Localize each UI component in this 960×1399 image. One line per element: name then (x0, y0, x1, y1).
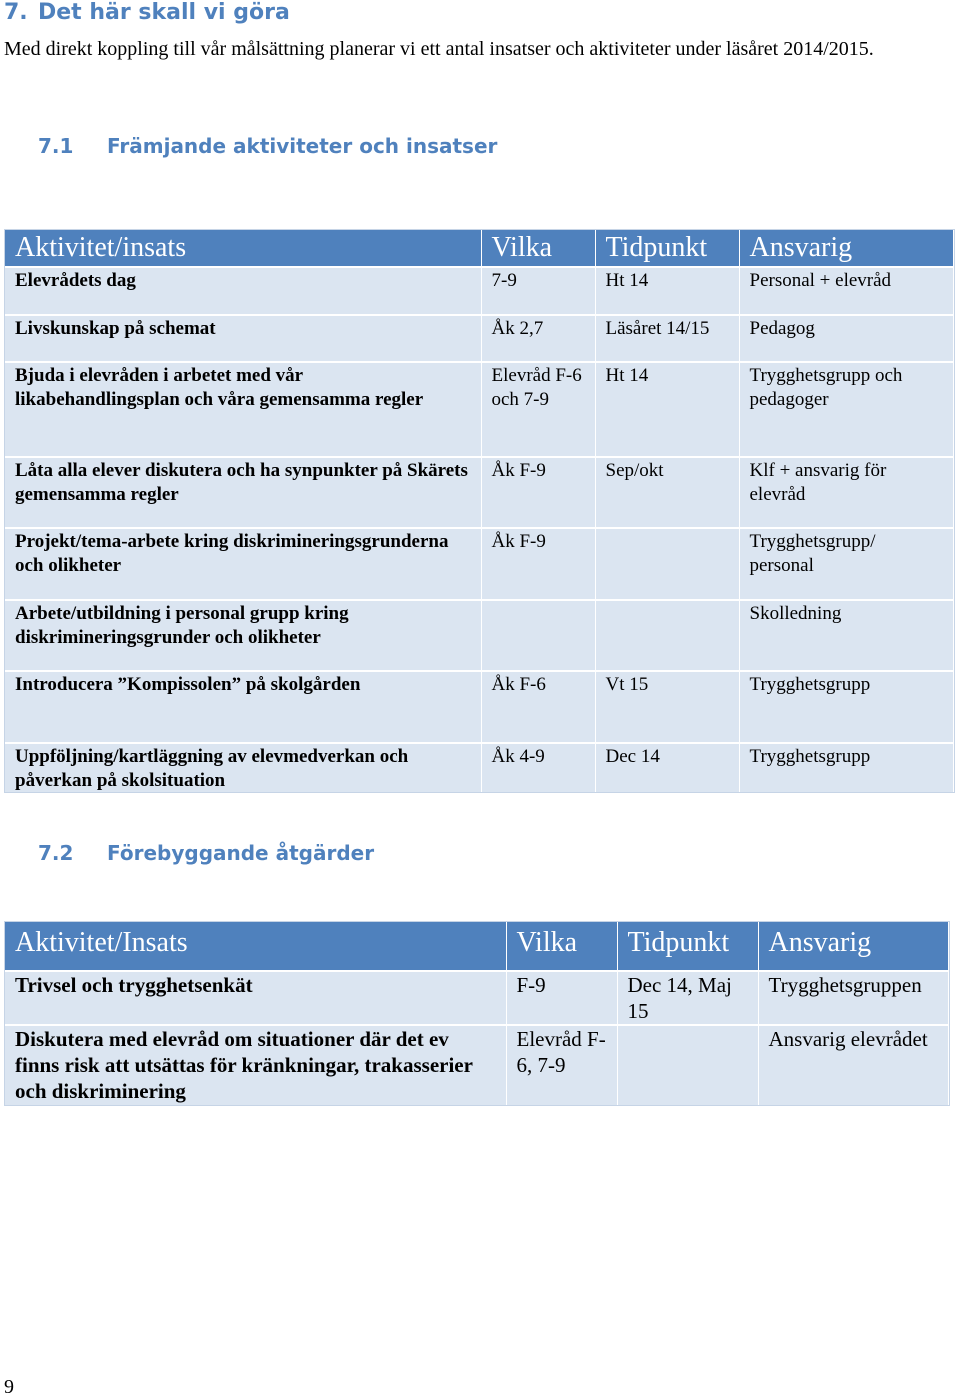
table-header-row (5, 230, 953, 267)
cell-activity: Bjuda i elevråden i arbetet med vår likabehandlingsplan och våra gemensamma regler (5, 362, 481, 457)
column-header-responsible: Ansvarig (739, 230, 953, 267)
cell-responsible: Klf + ansvarig för elevråd (739, 457, 953, 528)
subsection-number: 7.2 (38, 841, 74, 865)
cell-who: F-9 (506, 971, 617, 1025)
cell-activity: Uppföljning/kartläggning av elevmedverkan och påverkan på skolsituation (5, 743, 481, 792)
subsection-number: 7.1 (38, 134, 74, 158)
cell-activity: Låta alla elever diskutera och ha synpunkter på Skärets gemensamma regler (5, 457, 481, 528)
cell-responsible: Skolledning (739, 600, 953, 671)
cell-activity: Diskutera med elevråd om situationer där det ev finns risk att utsättas för kränkningar, trakasserier och diskriminering (5, 1025, 506, 1105)
cell-who: Åk F-6 (481, 671, 595, 743)
column-header-activity: Aktivitet/Insats (5, 922, 506, 971)
section-number: 7. (4, 0, 28, 25)
table-row (5, 457, 953, 528)
page-number: 9 (4, 1376, 14, 1398)
column-header-who: Vilka (481, 230, 595, 267)
table-row (5, 971, 948, 1025)
cell-time (595, 600, 739, 671)
table-row (5, 1025, 948, 1105)
section-intro: Med direkt koppling till vår målsättning planerar vi ett antal insatser och aktiviteter under läsåret 2014/2015. (4, 38, 874, 60)
cell-time: Ht 14 (595, 267, 739, 315)
subsection-heading-7-2 (38, 841, 374, 865)
table-row (5, 315, 953, 362)
section-heading (4, 0, 290, 25)
cell-responsible: Trygghetsgruppen (758, 971, 948, 1025)
cell-activity: Elevrådets dag (5, 267, 481, 315)
table-row (5, 600, 953, 671)
column-header-who: Vilka (506, 922, 617, 971)
cell-time: Ht 14 (595, 362, 739, 457)
table-row (5, 671, 953, 743)
cell-time: Dec 14, Maj 15 (617, 971, 758, 1025)
cell-responsible: Trygghetsgrupp (739, 671, 953, 743)
subsection-title: Främjande aktiviteter och insatser (107, 134, 498, 158)
cell-who: Åk F-9 (481, 457, 595, 528)
subsection-heading-7-1 (38, 134, 497, 158)
cell-responsible: Trygghetsgrupp/ personal (739, 528, 953, 600)
cell-who: Åk F-9 (481, 528, 595, 600)
column-header-time: Tidpunkt (595, 230, 739, 267)
cell-who: Elevråd F-6 och 7-9 (481, 362, 595, 457)
cell-who: Åk 2,7 (481, 315, 595, 362)
table-row (5, 743, 953, 792)
cell-time: Läsåret 14/15 (595, 315, 739, 362)
cell-who: Elevråd F-6, 7-9 (506, 1025, 617, 1105)
cell-time: Dec 14 (595, 743, 739, 792)
cell-who: Åk 4-9 (481, 743, 595, 792)
cell-time: Sep/okt (595, 457, 739, 528)
cell-responsible: Personal + elevråd (739, 267, 953, 315)
cell-time (617, 1025, 758, 1105)
cell-responsible: Trygghetsgrupp och pedagoger (739, 362, 953, 457)
cell-activity: Arbete/utbildning i personal grupp kring diskrimineringsgrunder och olikheter (5, 600, 481, 671)
subsection-title: Förebyggande åtgärder (107, 841, 375, 865)
cell-responsible: Ansvarig elevrådet (758, 1025, 948, 1105)
column-header-activity: Aktivitet/insats (5, 230, 481, 267)
section-title: Det här skall vi göra (38, 0, 290, 25)
cell-who (481, 600, 595, 671)
cell-activity: Trivsel och trygghetsenkät (5, 971, 506, 1025)
column-header-time: Tidpunkt (617, 922, 758, 971)
cell-responsible: Pedagog (739, 315, 953, 362)
activities-table (5, 230, 954, 792)
preventive-measures-table (5, 922, 949, 1105)
column-header-responsible: Ansvarig (758, 922, 948, 971)
cell-who: 7-9 (481, 267, 595, 315)
cell-time: Vt 15 (595, 671, 739, 743)
cell-activity: Introducera ”Kompissolen” på skolgården (5, 671, 481, 743)
cell-activity: Projekt/tema-arbete kring diskrimineringsgrunderna och olikheter (5, 528, 481, 600)
table-row (5, 267, 953, 315)
cell-time (595, 528, 739, 600)
cell-activity: Livskunskap på schemat (5, 315, 481, 362)
table-header-row (5, 922, 948, 971)
table-row (5, 528, 953, 600)
table-row (5, 362, 953, 457)
cell-responsible: Trygghetsgrupp (739, 743, 953, 792)
